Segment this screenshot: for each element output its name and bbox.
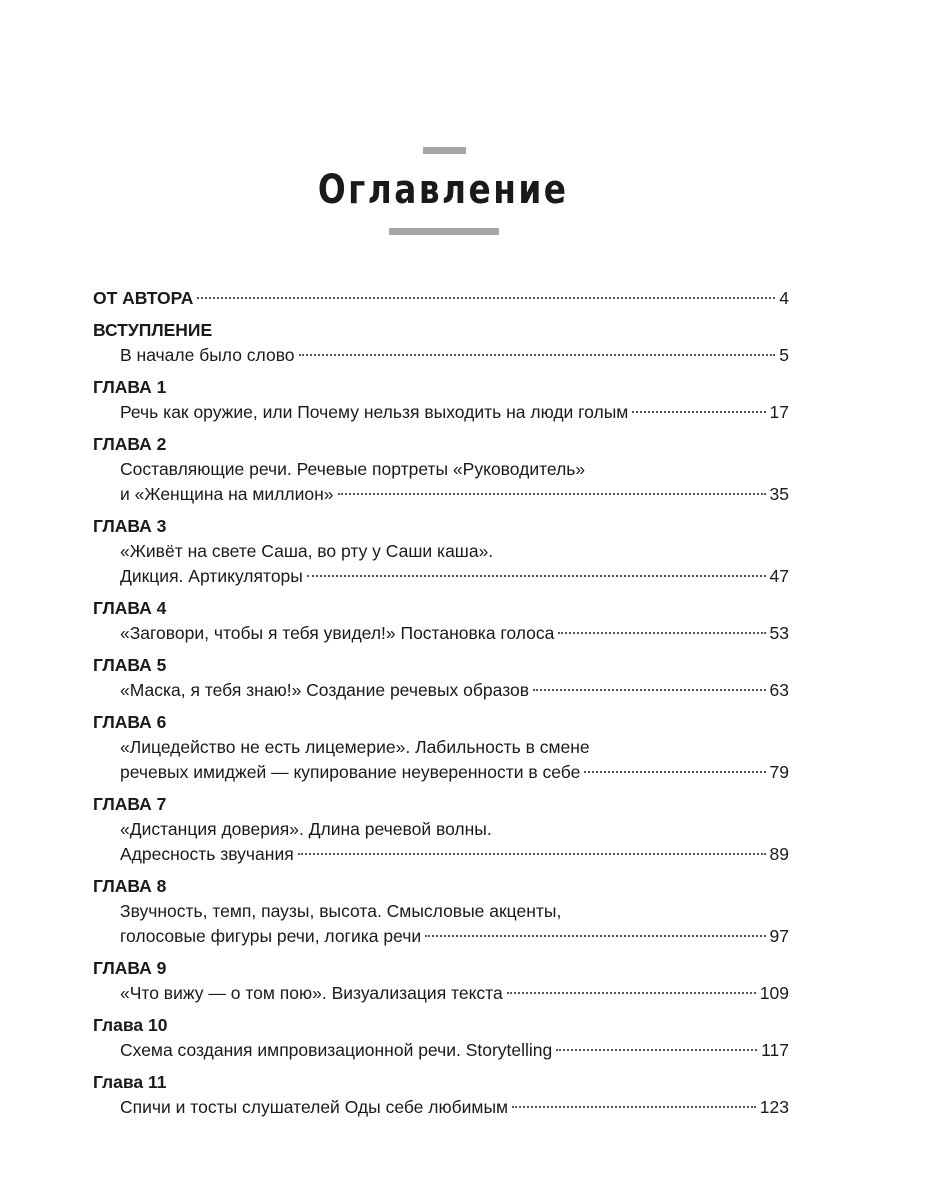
toc-entry bbox=[93, 1013, 789, 1063]
page-number: 53 bbox=[769, 623, 789, 643]
toc-heading: ОТ АВТОРА bbox=[93, 288, 194, 308]
toc-entry bbox=[93, 596, 789, 646]
page-number: 109 bbox=[759, 983, 789, 1003]
toc-heading: ВСТУПЛЕНИЕ bbox=[93, 320, 213, 340]
toc-heading: ГЛАВА 2 bbox=[93, 434, 167, 454]
toc-subtitle-line: Спичи и тосты слушателей Оды себе любимым bbox=[120, 1097, 509, 1117]
toc-heading: ГЛАВА 4 bbox=[93, 598, 167, 618]
toc-row bbox=[93, 1095, 789, 1120]
toc-entry bbox=[93, 432, 789, 507]
dot-leader bbox=[584, 771, 765, 773]
toc-subtitle-line: Дикция. Артикуляторы bbox=[120, 566, 303, 586]
page-number: 4 bbox=[779, 288, 789, 308]
page-number: 97 bbox=[769, 926, 789, 946]
toc-entry bbox=[93, 1070, 789, 1120]
dot-leader bbox=[299, 354, 776, 356]
toc-row bbox=[93, 842, 789, 867]
toc-subtitle-line: «Дистанция доверия». Длина речевой волны. bbox=[120, 819, 492, 839]
toc-heading: ГЛАВА 5 bbox=[93, 655, 167, 675]
toc-subtitle-line: «Живёт на свете Саша, во рту у Саши каша». bbox=[120, 541, 494, 561]
toc-row bbox=[93, 400, 789, 425]
toc-subtitle-line: речевых имиджей — купирование неуверенности в себе bbox=[120, 762, 581, 782]
toc-subtitle-line: «Лицедейство не есть лицемерие». Лабильность в смене bbox=[120, 737, 590, 757]
toc-subtitle-line: и «Женщина на миллион» bbox=[120, 484, 334, 504]
table-of-contents bbox=[93, 286, 789, 1127]
toc-row bbox=[93, 760, 789, 785]
toc-subtitle-line: «Что вижу — о том пою». Визуализация текста bbox=[120, 983, 503, 1003]
dot-leader bbox=[307, 575, 766, 577]
page-number: 63 bbox=[769, 680, 789, 700]
toc-row bbox=[93, 482, 789, 507]
toc-entry bbox=[93, 874, 789, 949]
toc-row bbox=[93, 343, 789, 368]
toc-row bbox=[93, 981, 789, 1006]
dot-leader bbox=[512, 1106, 756, 1108]
page-number: 123 bbox=[759, 1097, 789, 1117]
dot-leader bbox=[533, 689, 765, 691]
toc-entry bbox=[93, 286, 789, 311]
toc-heading: ГЛАВА 7 bbox=[93, 794, 167, 814]
toc-subtitle-line: Речь как оружие, или Почему нельзя выходить на люди голым bbox=[120, 402, 629, 422]
page-number: 5 bbox=[779, 345, 789, 365]
toc-entry bbox=[93, 375, 789, 425]
toc-heading: ГЛАВА 6 bbox=[93, 712, 167, 732]
toc-subtitle-line: Звучность, темп, паузы, высота. Смысловые акценты, bbox=[120, 901, 562, 921]
dot-leader bbox=[425, 935, 765, 937]
page-number: 17 bbox=[769, 402, 789, 422]
dot-leader bbox=[632, 411, 765, 413]
page-title: Оглавление bbox=[317, 167, 569, 213]
page-number: 117 bbox=[761, 1040, 789, 1060]
toc-row bbox=[93, 564, 789, 589]
toc-row bbox=[93, 678, 789, 703]
dot-leader bbox=[558, 632, 765, 634]
toc-heading: ГЛАВА 3 bbox=[93, 516, 167, 536]
toc-subtitle-line: «Маска, я тебя знаю!» Создание речевых образов bbox=[120, 680, 530, 700]
toc-heading: ГЛАВА 8 bbox=[93, 876, 167, 896]
dot-leader bbox=[197, 297, 775, 299]
toc-subtitle-line: Схема создания импровизационной речи. Storytelling bbox=[120, 1040, 553, 1060]
toc-subtitle-line: В начале было слово bbox=[120, 345, 295, 365]
page-number: 89 bbox=[769, 844, 789, 864]
toc-entry bbox=[93, 514, 789, 589]
toc-entry bbox=[93, 710, 789, 785]
toc-row bbox=[93, 621, 789, 646]
toc-subtitle-line: «Заговори, чтобы я тебя увидел!» Постановка голоса bbox=[120, 623, 555, 643]
toc-entry bbox=[93, 792, 789, 867]
dot-leader bbox=[507, 992, 756, 994]
toc-row bbox=[93, 924, 789, 949]
toc-row bbox=[93, 286, 789, 311]
toc-subtitle-line: Адресность звучания bbox=[120, 844, 294, 864]
page-number: 35 bbox=[769, 484, 789, 504]
toc-entry bbox=[93, 956, 789, 1006]
toc-heading: Глава 11 bbox=[93, 1072, 167, 1092]
toc-heading: ГЛАВА 1 bbox=[93, 377, 167, 397]
title-rule-bottom bbox=[389, 228, 499, 235]
dot-leader bbox=[556, 1049, 757, 1051]
toc-subtitle-line: Составляющие речи. Речевые портреты «Руководитель» bbox=[120, 459, 586, 479]
toc-entry bbox=[93, 653, 789, 703]
dot-leader bbox=[298, 853, 766, 855]
toc-subtitle-line: голосовые фигуры речи, логика речи bbox=[120, 926, 422, 946]
toc-heading: Глава 10 bbox=[93, 1015, 168, 1035]
title-rule-top bbox=[423, 147, 466, 154]
toc-row bbox=[93, 1038, 789, 1063]
toc-heading: ГЛАВА 9 bbox=[93, 958, 167, 978]
toc-entry bbox=[93, 318, 789, 368]
page-number: 79 bbox=[769, 762, 789, 782]
dot-leader bbox=[338, 493, 766, 495]
page-number: 47 bbox=[769, 566, 789, 586]
